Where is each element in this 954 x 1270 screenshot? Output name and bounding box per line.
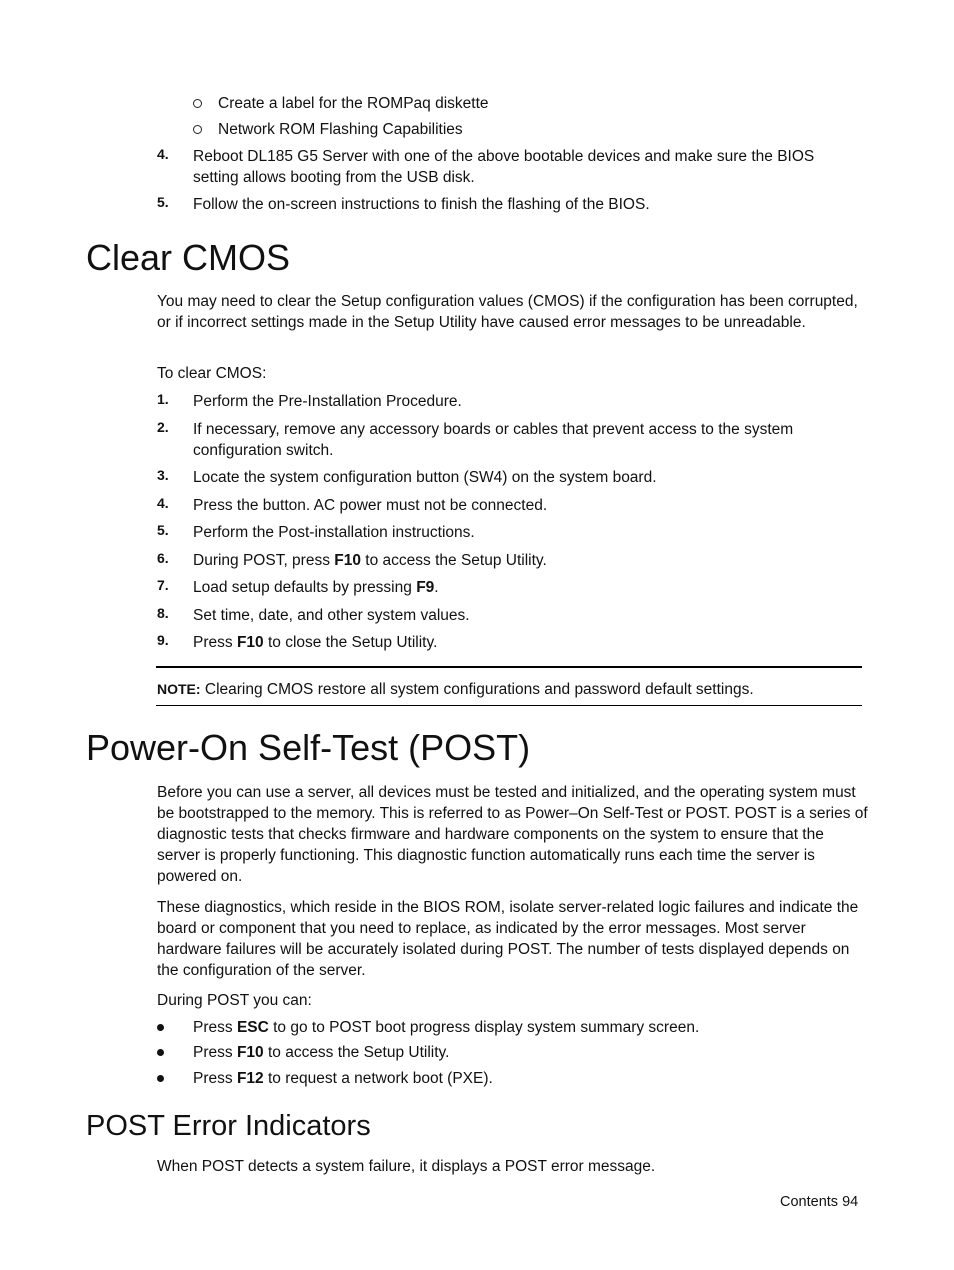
list-number: 5. [157, 194, 169, 210]
note [157, 679, 754, 700]
clear-cmos-lead: To clear CMOS: [157, 365, 267, 382]
note-top-rule [156, 666, 862, 668]
list-number: 4. [157, 146, 169, 162]
step-text: During POST, press F10 to access the Setup Utility. [193, 552, 547, 569]
step-number: 6. [157, 550, 169, 566]
post-paragraph-1: Before you can use a server, all devices must be tested and initialized, and the operating system must be bootstrapped to the memory. This is referred to as Power–On Self-Test or POST. POST is a series of diagnostic tests that checks firmware and hardware components on the system to ensure that the server is properly functioning. This diagnostic function automatically runs each time the server is powered on. [157, 784, 868, 885]
section-heading-clear-cmos: Clear CMOS [86, 237, 291, 278]
step-text: Load setup defaults by pressing F9. [193, 579, 439, 596]
bullet-item: Press F12 to request a network boot (PXE). [193, 1070, 493, 1087]
step-number: 7. [157, 577, 169, 593]
note-text: Clearing CMOS restore all system configurations and password default settings. [200, 681, 754, 698]
step-text: Locate the system configuration button (SW4) on the system board. [193, 469, 657, 486]
step-number: 8. [157, 605, 169, 621]
post-lead: During POST you can: [157, 992, 312, 1009]
list-item: Follow the on-screen instructions to finish the flashing of the BIOS. [193, 196, 650, 213]
key-label: ESC [236, 1019, 269, 1036]
step-text: If necessary, remove any accessory boards or cables that prevent access to the system configuration switch. [193, 421, 794, 459]
note-bottom-rule [156, 705, 862, 706]
key-label: F10 [334, 552, 361, 569]
note-label: NOTE: [157, 681, 201, 697]
section-heading-post-errors: POST Error Indicators [86, 1110, 371, 1142]
bullet-icon [157, 1075, 164, 1082]
sub-list-item: Create a label for the ROMPaq diskette [218, 95, 489, 112]
sub-list-item: Network ROM Flashing Capabilities [218, 121, 463, 138]
step-number: 3. [157, 467, 169, 483]
step-number: 9. [157, 632, 169, 648]
step-number: 4. [157, 495, 169, 511]
key-label: F12 [236, 1070, 264, 1087]
step-text: Press F10 to close the Setup Utility. [193, 634, 438, 651]
key-label: F10 [236, 634, 264, 651]
bullet-item: Press F10 to access the Setup Utility. [193, 1044, 450, 1061]
clear-cmos-intro: You may need to clear the Setup configuration values (CMOS) if the configuration has been corrupted, or if incorrect settings made in the Setup Utility have caused error messages to be unreadable. [157, 293, 858, 331]
post-errors-text: When POST detects a system failure, it displays a POST error message. [157, 1158, 656, 1175]
key-label: F10 [236, 1044, 264, 1061]
bullet-item: Press ESC to go to POST boot progress display system summary screen. [193, 1019, 700, 1036]
step-text: Set time, date, and other system values. [193, 607, 470, 624]
list-item: Reboot DL185 G5 Server with one of the above bootable devices and make sure the BIOS setting allows booting from the USB disk. [193, 148, 815, 186]
step-text: Perform the Post-installation instructions. [193, 524, 475, 541]
page-footer-label: Contents 94 [780, 1194, 859, 1210]
step-number: 5. [157, 522, 169, 538]
step-number: 1. [157, 391, 169, 407]
step-text: Perform the Pre-Installation Procedure. [193, 393, 462, 410]
section-heading-post: Power-On Self-Test (POST) [86, 727, 531, 768]
sub-bullet-icon [193, 125, 202, 134]
step-number: 2. [157, 419, 169, 435]
step-text: Press the button. AC power must not be connected. [193, 497, 548, 514]
post-paragraph-2: These diagnostics, which reside in the BIOS ROM, isolate server-related logic failures and indicate the board or component that you need to replace, as indicated by the error messages. Most server hardware failures will be accurately isolated during POST. The number of tests displayed depends on the configuration of the server. [157, 899, 859, 979]
key-label: F9 [416, 579, 435, 596]
bullet-icon [157, 1049, 164, 1056]
bullet-icon [157, 1024, 164, 1031]
sub-bullet-icon [193, 99, 202, 108]
